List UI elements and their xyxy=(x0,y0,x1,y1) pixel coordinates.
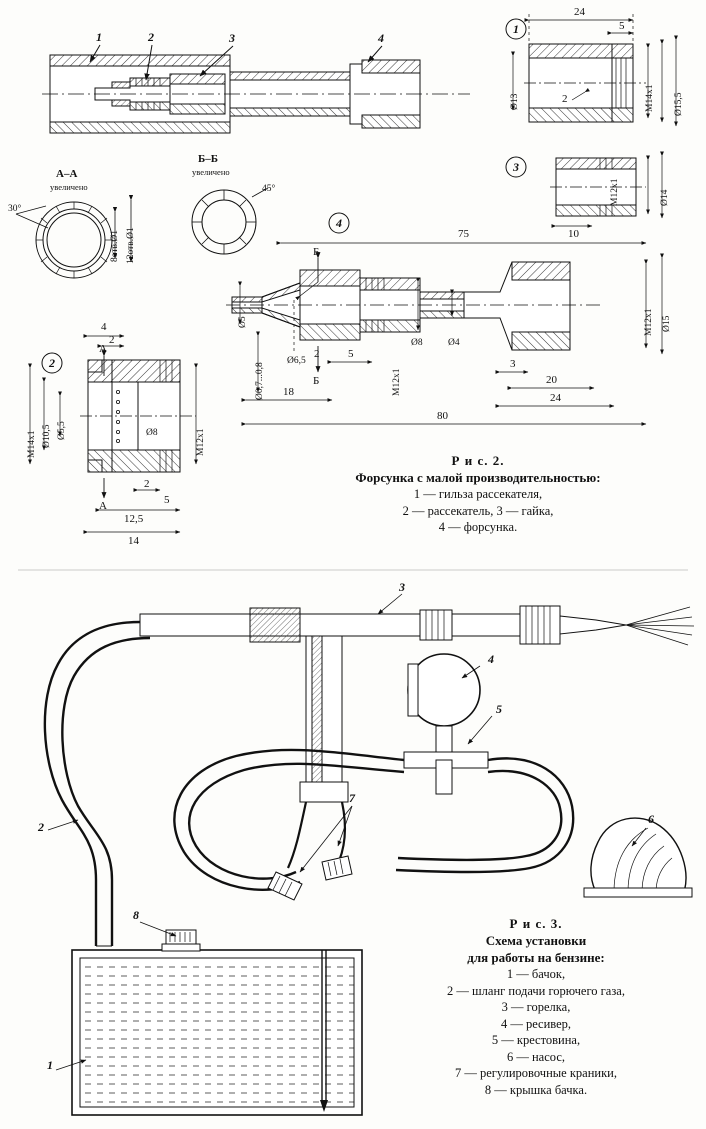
angle-30-label: 30° xyxy=(8,204,22,214)
figure-3-legend-5: 5 — крестовина, xyxy=(491,1033,581,1048)
detail-2-dim-2b: 2 xyxy=(144,478,150,490)
detail-4-section-mark-bottom: Б xyxy=(313,375,320,387)
detail-4-dim-75: 75 xyxy=(458,228,469,240)
figure-3-caption-subtitle-2: для работы на бензине: xyxy=(467,950,605,966)
figure-2-legend-2: 2 — рассекатель, 3 — гайка, xyxy=(402,503,554,518)
callout-5-scheme: 5 xyxy=(496,702,502,716)
figure-3-legend-1: 1 — бачок, xyxy=(506,967,566,982)
callout-2-scheme: 2 xyxy=(38,820,44,834)
detail-2-dim-4: 4 xyxy=(101,321,107,333)
detail-4-dim-d65: Ø6,5 xyxy=(287,356,306,366)
callout-6-scheme: 6 xyxy=(648,812,654,826)
detail-4-dim-20: 20 xyxy=(546,374,557,386)
detail-1-dim-m14: M14x1 xyxy=(645,84,655,112)
detail-2-dim-d105: Ø10,5 xyxy=(42,424,52,448)
figure-3-legend-3: 3 — горелка, xyxy=(501,1000,571,1015)
detail-4-section-mark-top: Б xyxy=(313,246,320,258)
callout-8-scheme: 8 xyxy=(133,908,139,922)
detail-4-dim-5: 5 xyxy=(348,348,354,360)
figure-2-caption-title: Р и с. 2. xyxy=(451,453,505,468)
section-aa-label: А–А xyxy=(56,168,78,180)
figure-2-legend-1: 1 — гильза рассекателя, xyxy=(413,487,543,502)
detail-4-dim-3: 3 xyxy=(510,358,516,370)
detail-2-dim-125: 12,5 xyxy=(124,513,144,525)
detail-4-dim-2: 2 xyxy=(314,348,320,360)
detail-4-number: 4 xyxy=(336,216,342,230)
detail-1-dim-24: 24 xyxy=(574,6,585,18)
fig2-assembly-section-view xyxy=(42,45,470,133)
detail-2-section-mark-top: A xyxy=(99,343,107,355)
figure-3-caption-title: Р и с. 3. xyxy=(509,916,563,931)
detail-4-dim-24: 24 xyxy=(550,392,561,404)
detail-2-dim-m12: M12x1 xyxy=(196,428,206,456)
section-bb-note: увеличено xyxy=(192,167,230,177)
detail-3-view xyxy=(506,156,662,226)
detail-2-number: 2 xyxy=(49,356,55,370)
figure-2-legend-3: 4 — форсунка. xyxy=(438,520,518,535)
callout-2-assembly: 2 xyxy=(148,30,154,44)
section-aa-view xyxy=(16,202,112,278)
figure-3-legend-7: 7 — регулировочные краники, xyxy=(455,1066,617,1081)
figure-3-caption-subtitle-1: Схема установки xyxy=(485,933,587,949)
detail-1-number: 1 xyxy=(513,22,519,36)
detail-2-dim-d55: Ø5,5 xyxy=(57,421,67,440)
detail-4-dim-d07: Ø0,7...0,8 xyxy=(255,362,265,400)
callout-1-assembly: 1 xyxy=(96,30,102,44)
detail-4-dim-m12a: M12x1 xyxy=(392,368,402,396)
figure-3-legend-2: 2 — шланг подачи горючего газа, xyxy=(447,983,625,998)
figure-2-caption xyxy=(258,452,698,536)
detail-1-dim-d155: Ø15,5 xyxy=(674,92,684,116)
detail-2-dim-2a: 2 xyxy=(109,334,115,346)
detail-2-section-mark-bottom: A xyxy=(99,500,107,512)
section-aa-note: увеличено xyxy=(50,182,88,192)
detail-2-dim-14: 14 xyxy=(128,535,139,547)
detail-1-dim-5: 5 xyxy=(619,20,625,32)
figure-3-legend-8: 8 — крышка бачка. xyxy=(484,1082,588,1097)
detail-2-dim-m14: M14x1 xyxy=(27,430,37,458)
detail-4-dim-m12b: M12x1 xyxy=(644,308,654,336)
detail-4-dim-18: 18 xyxy=(283,386,294,398)
detail-4-dim-d15: Ø15 xyxy=(662,315,672,332)
detail-2-dim-5: 5 xyxy=(164,494,170,506)
callout-3-scheme: 3 xyxy=(399,580,405,594)
detail-4-dim-d8a: Ø8 xyxy=(411,338,423,348)
callout-4-scheme: 4 xyxy=(488,652,494,666)
figure-3-legend-4: 4 — ресивер, xyxy=(500,1016,572,1031)
section-bb-label: Б–Б xyxy=(198,153,219,165)
detail-3-dim-10: 10 xyxy=(568,228,579,240)
angle-45-label: 45° xyxy=(262,184,276,194)
section-bb-view xyxy=(192,188,268,254)
detail-2-dim-d8: Ø8 xyxy=(146,428,158,438)
callout-7-scheme: 7 xyxy=(349,791,355,805)
detail-4-dim-d5: Ø5 xyxy=(238,316,248,328)
figure-3-legend-6: 6 — насос, xyxy=(506,1049,566,1064)
detail-3-dim-d14: Ø14 xyxy=(660,189,670,206)
detail-3-dim-m12: M12x1 xyxy=(610,178,620,206)
callout-4-assembly: 4 xyxy=(378,31,384,45)
callout-3-assembly: 3 xyxy=(229,31,235,45)
detail-4-dim-d4: Ø4 xyxy=(448,338,460,348)
detail-1-dim-d13: Ø13 xyxy=(510,93,520,110)
figure-2-caption-subtitle: Форсунка с малой производительностью: xyxy=(355,470,601,486)
detail-1-dim-2: 2 xyxy=(562,93,568,105)
figure-3-caption xyxy=(368,915,704,1098)
detail-4-dim-80: 80 xyxy=(437,410,448,422)
holes-8-label: 8отв.Ø1 xyxy=(110,230,120,262)
holes-12-label: 12отв.Ø1 xyxy=(126,227,136,264)
callout-1-scheme: 1 xyxy=(47,1058,53,1072)
detail-3-number: 3 xyxy=(513,160,519,174)
